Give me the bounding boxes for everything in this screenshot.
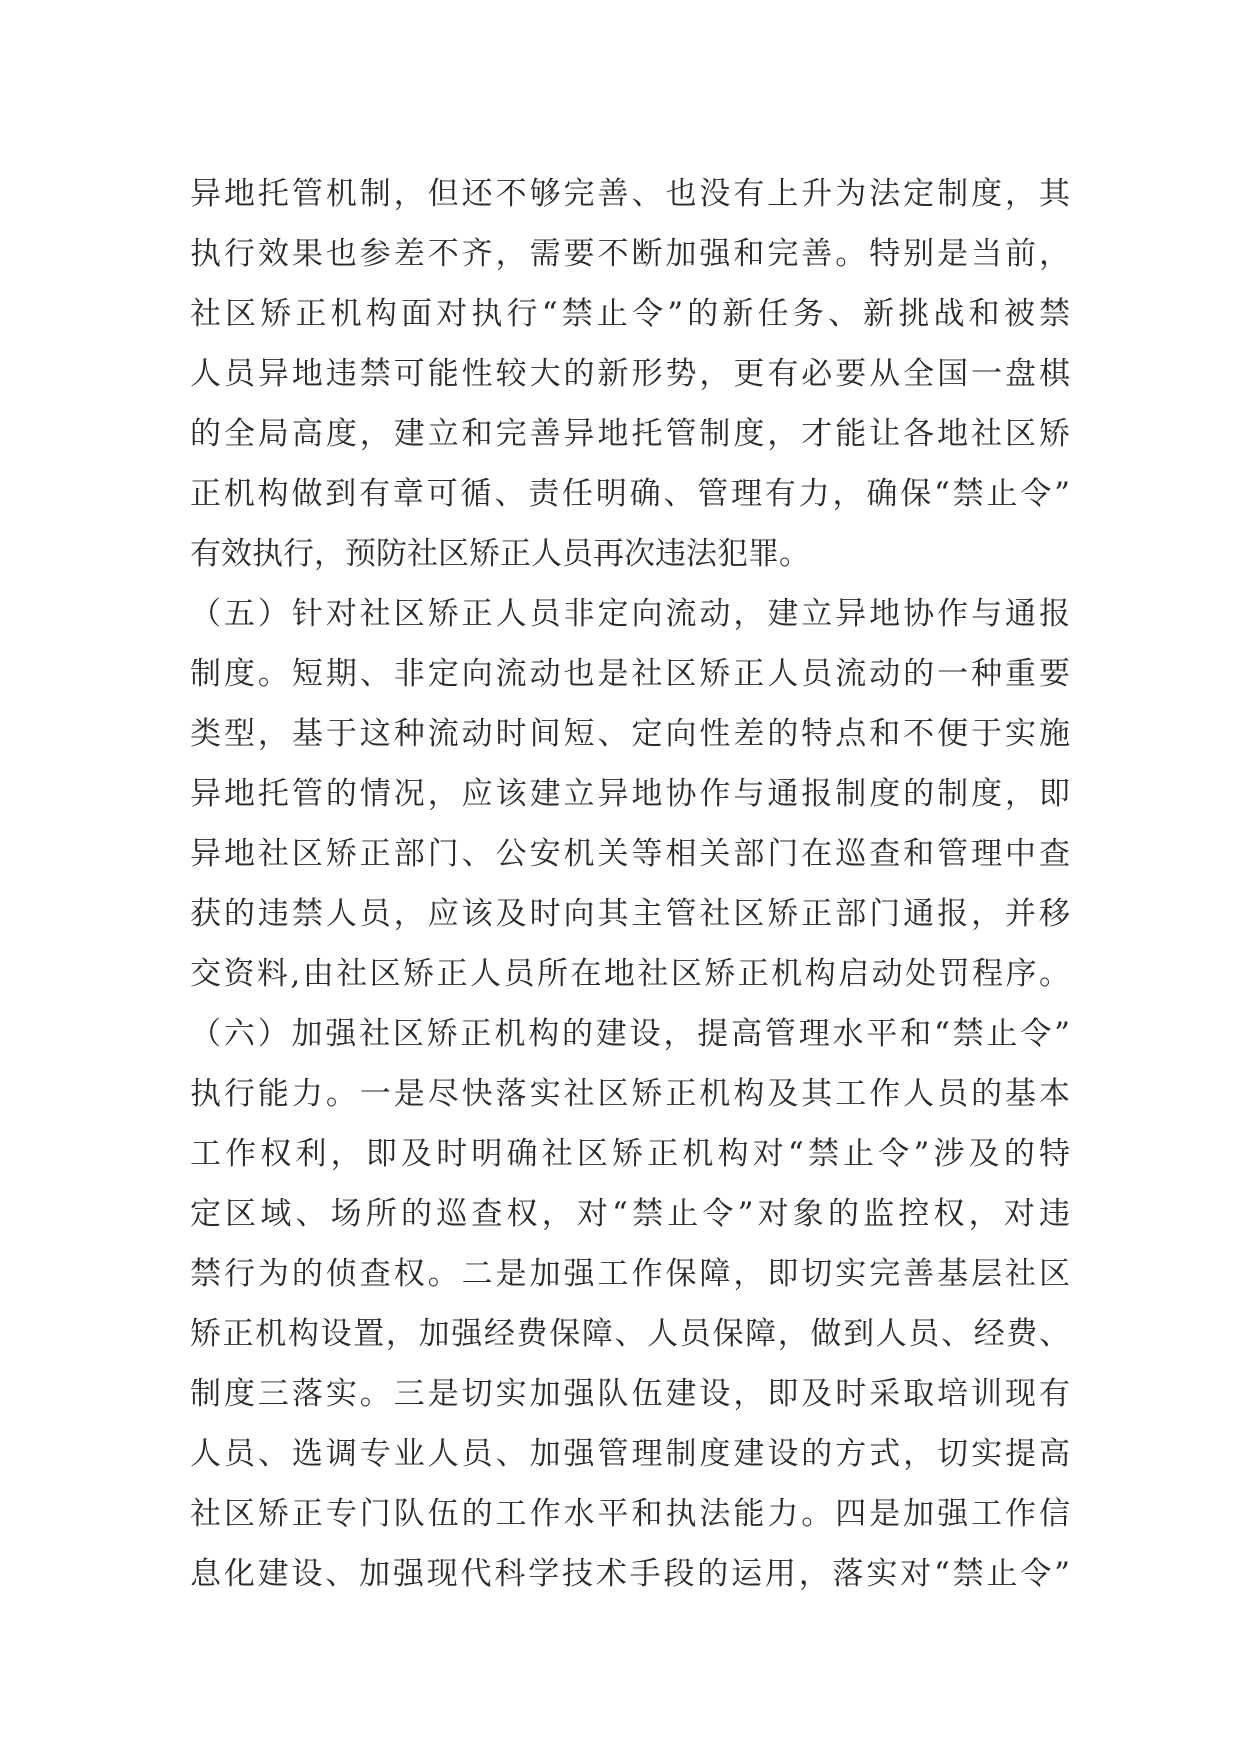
text-line: 矫正机构设置，加强经费保障、人员保障，做到人员、经费、 <box>190 1316 1070 1352</box>
text-line: 人员异地违禁可能性较大的新形势，更有必要从全国一盘棋 <box>190 356 1070 392</box>
text-line: 的全局高度，建立和完善异地托管制度，才能让各地社区矫 <box>190 416 1070 452</box>
text-line: 异地托管机制，但还不够完善、也没有上升为法定制度，其 <box>190 176 1070 212</box>
text-line: 制度三落实。三是切实加强队伍建设，即及时采取培训现有 <box>190 1376 1070 1412</box>
text-line: 异地社区矫正部门、公安机关等相关部门在巡查和管理中查 <box>190 836 1070 872</box>
text-line: 工作权利，即及时明确社区矫正机构对“禁止令”涉及的特 <box>190 1136 1070 1172</box>
text-line: （五）针对社区矫正人员非定向流动，建立异地协作与通报 <box>190 596 1070 632</box>
text-line: 交资料,由社区矫正人员所在地社区矫正机构启动处罚程序。 <box>190 956 1070 992</box>
text-line: 定区域、场所的巡查权，对“禁止令”对象的监控权，对违 <box>190 1196 1070 1232</box>
text-line: 正机构做到有章可循、责任明确、管理有力，确保“禁止令” <box>190 476 1070 512</box>
text-line: 社区矫正专门队伍的工作水平和执法能力。四是加强工作信 <box>190 1496 1070 1532</box>
text-line: 禁行为的侦查权。二是加强工作保障，即切实完善基层社区 <box>190 1256 1070 1292</box>
text-line: 人员、选调专业人员、加强管理制度建设的方式，切实提高 <box>190 1436 1070 1472</box>
text-line: 获的违禁人员，应该及时向其主管社区矫正部门通报，并移 <box>190 896 1070 932</box>
text-line: 息化建设、加强现代科学技术手段的运用，落实对“禁止令” <box>190 1556 1070 1592</box>
text-line: 有效执行，预防社区矫正人员再次违法犯罪。 <box>190 536 810 572</box>
text-line: 类型，基于这种流动时间短、定向性差的特点和不便于实施 <box>190 716 1070 752</box>
text-line: 制度。短期、非定向流动也是社区矫正人员流动的一种重要 <box>190 656 1070 692</box>
document-body <box>190 164 1070 1604</box>
text-line: （六）加强社区矫正机构的建设，提高管理水平和“禁止令” <box>190 1016 1070 1052</box>
text-line: 执行效果也参差不齐，需要不断加强和完善。特别是当前， <box>190 236 1070 272</box>
text-line: 社区矫正机构面对执行“禁止令”的新任务、新挑战和被禁 <box>190 296 1070 332</box>
text-line: 异地托管的情况，应该建立异地协作与通报制度的制度，即 <box>190 776 1070 812</box>
text-line: 执行能力。一是尽快落实社区矫正机构及其工作人员的基本 <box>190 1076 1070 1112</box>
